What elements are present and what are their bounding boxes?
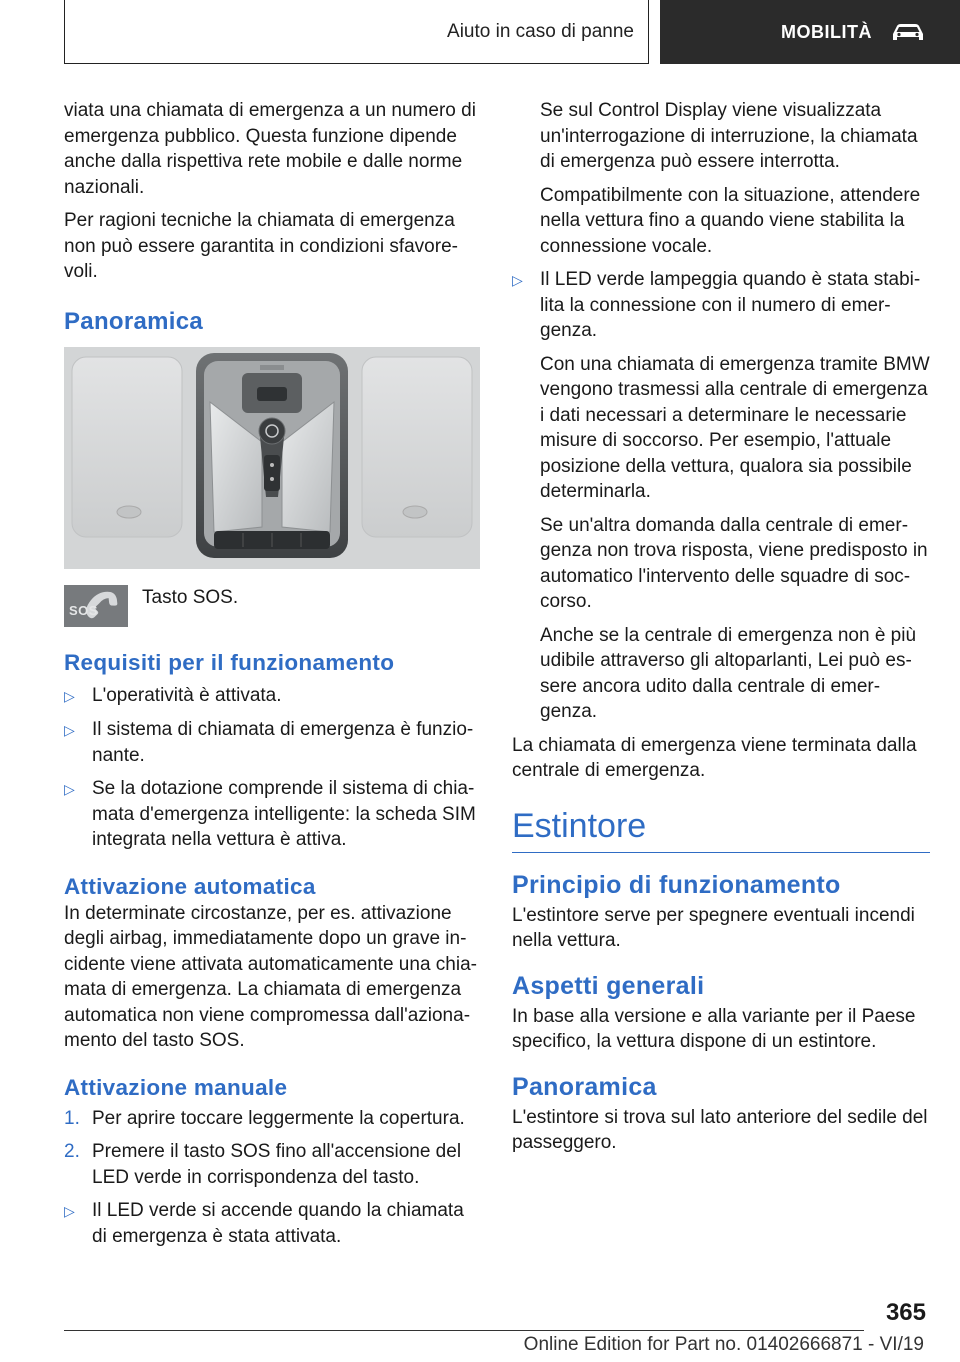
list-item-text: Il LED verde lampeggia quando è stata stabilita la connessione con il numero di emergenza. [540, 269, 921, 341]
overhead-console-illustration [64, 347, 480, 569]
general-text: In base alla versione e alla variante per il Paese specifico, la vettura dispone di un estintore. [512, 1005, 916, 1052]
car-icon [890, 21, 926, 43]
no-answer-paragraph: Se un'altra domanda dalla centrale di emergenza non trova risposta, viene predisposto in automatico l'intervento delle squadre di soccorso. [540, 514, 928, 612]
list-item [64, 776, 480, 853]
sos-icon-label: SOS [69, 603, 98, 618]
extinguisher-overview-heading: Panoramica [512, 1072, 657, 1101]
list-item-text: L'operatività è attivata. [92, 684, 282, 706]
interrupt-paragraph: Se sul Control Display viene visualizzata un'interrogazione di interruzione, la chiamata di emergenza può essere interrotta. [540, 100, 918, 172]
footer-divider [64, 1330, 864, 1331]
triangle-bullet-icon: ▷ [64, 1203, 75, 1219]
general-heading: Aspetti generali [512, 971, 705, 1000]
list-item [512, 267, 930, 344]
right-column [512, 98, 930, 1164]
call-ended-paragraph: La chiamata di emergenza viene terminata dalla centrale di emergenza. [512, 734, 917, 781]
list-item [64, 1106, 480, 1132]
sos-key-caption: Tasto SOS. [142, 586, 239, 608]
list-item-text: Il LED verde si accende quando la chiamata di emergenza è stata attivata. [92, 1200, 464, 1247]
step-number: 1. [64, 1107, 80, 1129]
still-heard-paragraph: Anche se la centrale di emergenza non è più udibile attraverso gli altoparlanti, Lei può essere ancora udito dalla centrale di emergenza. [540, 624, 917, 722]
overview-heading: Panoramica [64, 307, 204, 335]
left-column [64, 98, 480, 1257]
sos-key-icon [64, 585, 128, 627]
step-number: 2. [64, 1141, 80, 1162]
extinguisher-heading: Estintore [512, 806, 930, 853]
sos-key-legend [64, 585, 480, 627]
triangle-bullet-icon: ▷ [512, 272, 523, 288]
triangle-bullet-icon: ▷ [64, 722, 75, 738]
auto-activation-text: In determinate circostanze, per es. attivazione degli airbag, immediatamente dopo un grave incidente viene attivata automaticamente una chiamata di emergenza. La chiamata di emergenza automatica non viene compromessa dall'azionamento del tasto SOS. [64, 902, 477, 1051]
extinguisher-overview-text: L'estintore si trova sul lato anteriore del sedile del passeggero. [512, 1106, 928, 1153]
step-text: Per aprire toccare leggermente la copertura. [92, 1107, 465, 1129]
requirements-heading: Requisiti per il funzionamento [64, 649, 395, 675]
wait-paragraph: Compatibilmente con la situazione, attendere nella vettura fino a quando viene stabilita la connessione vocale. [540, 184, 921, 257]
triangle-bullet-icon: ▷ [64, 687, 75, 704]
intro-paragraph-1: viata una chiamata di emergenza a un numero di emergenza pubblico. Questa funzione dipende anche dalla rispettiva rete mobile e dalle norme nazionali. [64, 100, 476, 198]
data-transmission-paragraph: Con una chiamata di emergenza tramite BMW vengono trasmessi alla centrale di emergenza i dati necessari a determinare le necessarie misure di soccorso. Per esempio, l'attuale posizione della vettura, qualora sia possibile determinarla. [540, 353, 930, 502]
list-item-text: Se la dotazione comprende il sistema di chiamata d'emergenza intelligente: la scheda SIM integrata nella vettura è attiva. [92, 778, 476, 850]
manual-activation-heading: Attivazione manuale [64, 1074, 288, 1100]
list-item-text: Il sistema di chiamata di emergenza è funzionante. [92, 719, 474, 766]
list-item [64, 717, 480, 768]
overhead-console-photo [64, 347, 480, 569]
principle-text: L'estintore serve per spegnere eventuali incendi nella vettura. [512, 904, 915, 951]
triangle-bullet-icon: ▷ [64, 781, 75, 797]
step-text: Premere il tasto SOS fino all'accensione del LED verde in corrispondenza del tasto. [92, 1141, 462, 1188]
chapter-tab[interactable] [660, 0, 960, 64]
list-item [64, 683, 480, 710]
list-item [64, 1198, 480, 1249]
chapter-title: MOBILITÀ [781, 21, 872, 42]
section-title: Aiuto in caso di panne [64, 0, 649, 64]
page-number: 365 [885, 1299, 926, 1326]
auto-activation-heading: Attivazione automatica [64, 873, 316, 899]
intro-paragraph-2: Per ragioni tecniche la chiamata di emergenza non può essere garantita in condizioni sfavorevoli. [64, 210, 458, 282]
principle-heading: Principio di funzionamento [512, 870, 841, 899]
edition-info: Online Edition for Part no. 01402666871 - VI/19 [523, 1334, 924, 1355]
page-header [0, 0, 960, 66]
list-item [64, 1139, 480, 1190]
